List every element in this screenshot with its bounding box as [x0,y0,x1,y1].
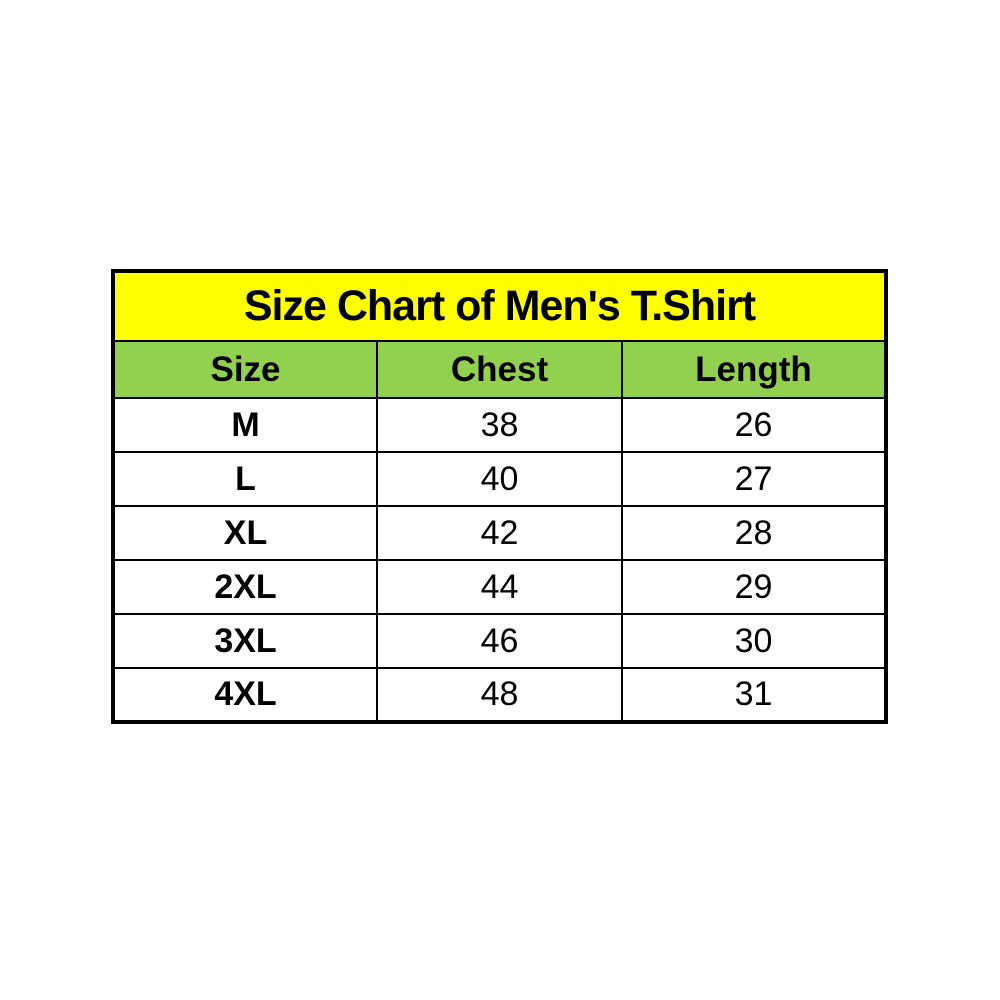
chest-cell: 38 [377,398,622,452]
table-row [113,560,886,614]
chest-cell: 48 [377,668,622,722]
size-chart-table [111,269,888,724]
table-row [113,614,886,668]
size-cell: 4XL [113,668,377,722]
table-row [113,398,886,452]
length-cell: 28 [622,506,886,560]
length-cell: 31 [622,668,886,722]
size-cell: 2XL [113,560,377,614]
header-row [113,341,886,398]
length-cell: 30 [622,614,886,668]
size-cell: M [113,398,377,452]
length-cell: 29 [622,560,886,614]
chart-title: Size Chart of Men's T.Shirt [113,271,886,341]
length-cell: 26 [622,398,886,452]
chest-cell: 44 [377,560,622,614]
column-header-size: Size [113,341,377,398]
column-header-length: Length [622,341,886,398]
table-row [113,506,886,560]
length-cell: 27 [622,452,886,506]
chest-cell: 46 [377,614,622,668]
chest-cell: 42 [377,506,622,560]
chest-cell: 40 [377,452,622,506]
title-row [113,271,886,341]
size-cell: 3XL [113,614,377,668]
size-cell: XL [113,506,377,560]
table-row [113,452,886,506]
table-row [113,668,886,722]
column-header-chest: Chest [377,341,622,398]
size-cell: L [113,452,377,506]
